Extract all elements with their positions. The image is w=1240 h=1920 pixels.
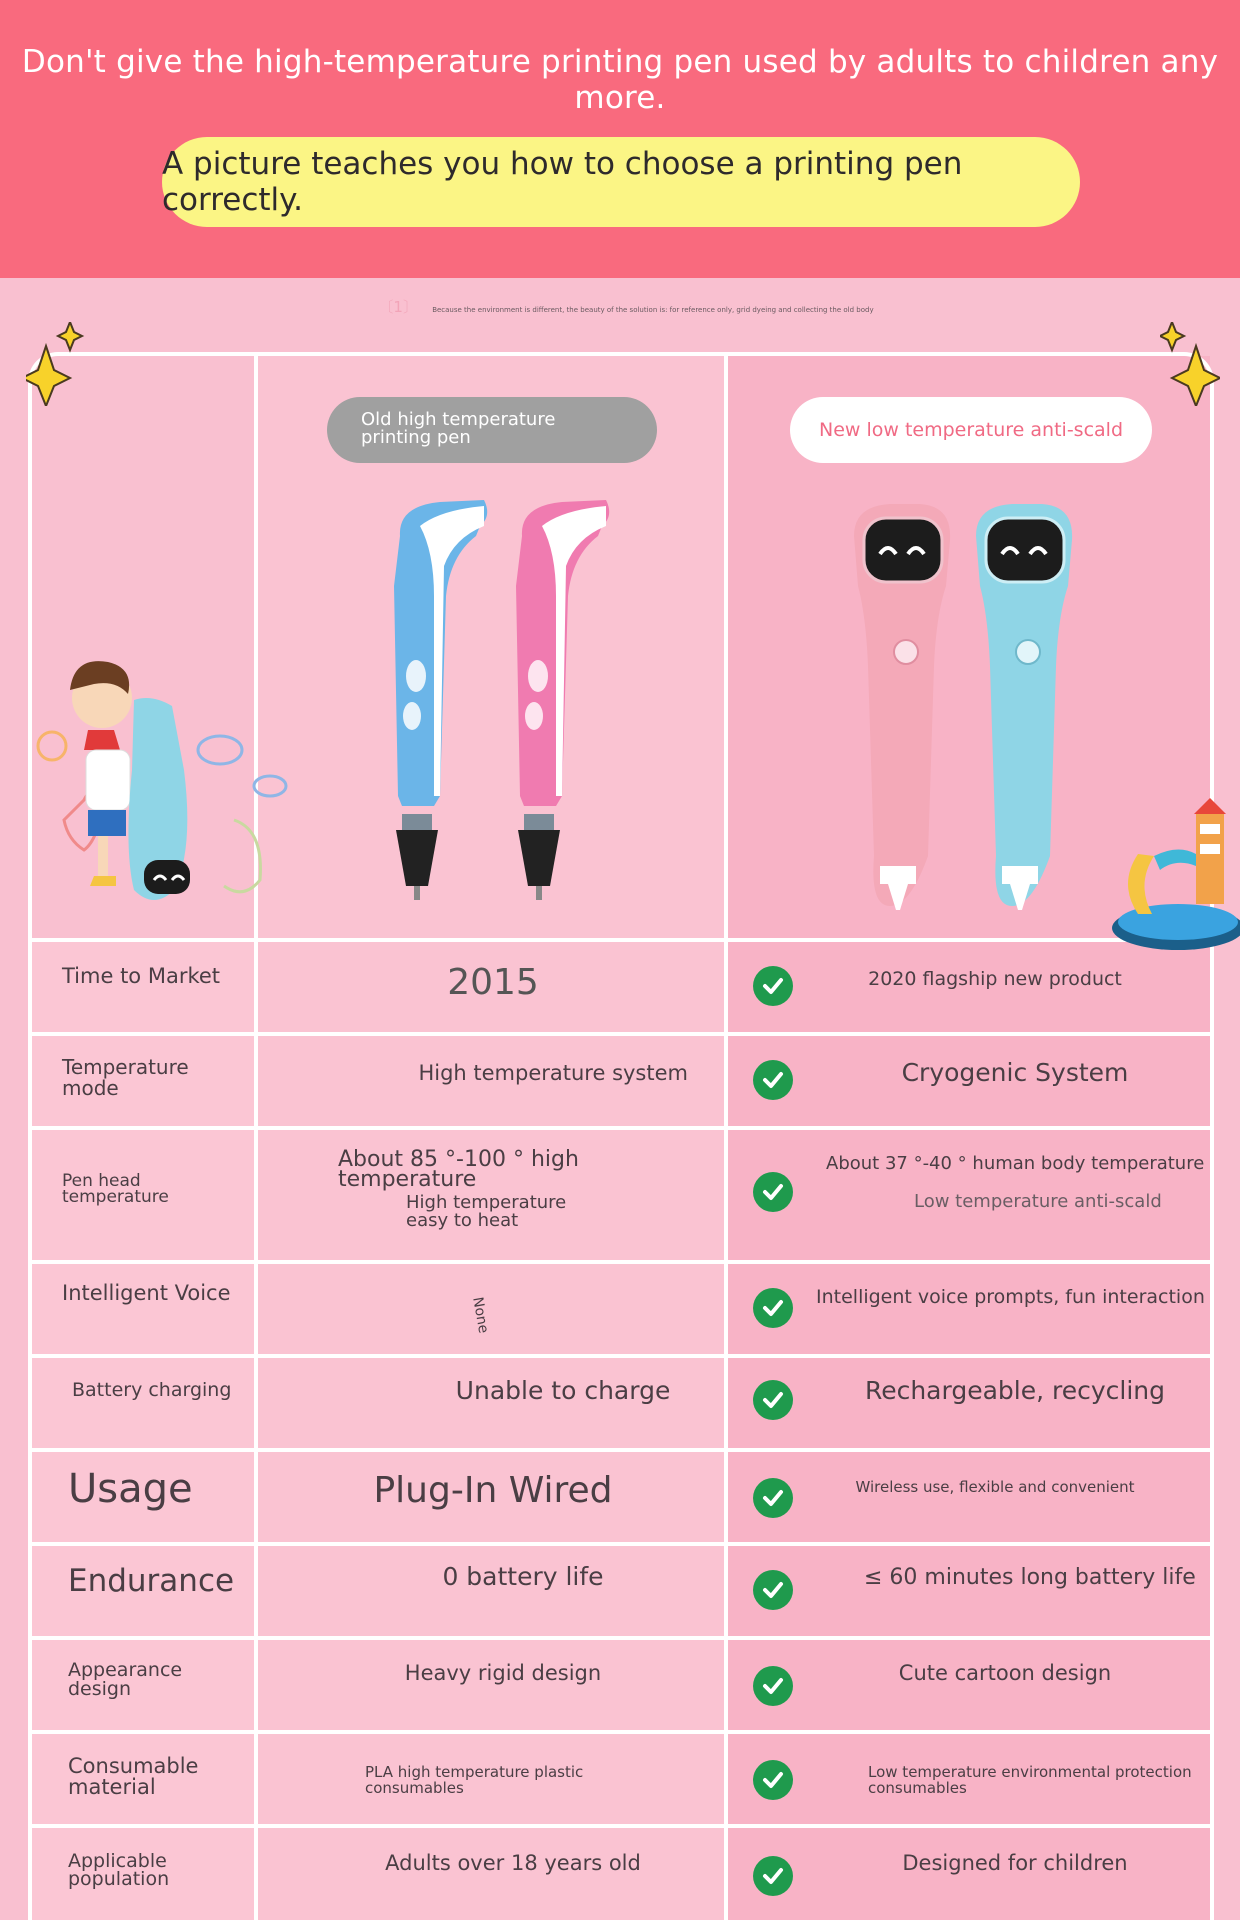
check-icon [753,1380,793,1420]
new-time-to-market: 2020 flagship new product [868,968,1122,990]
playground-illustration [1108,794,1240,954]
old-appearance-design: Heavy rigid design [404,1661,602,1685]
new-pen-head-temperature: About 37 °-40 ° human body temperature [826,1153,1205,1174]
feature-endurance: Endurance [68,1563,235,1599]
feature-usage: Usage [68,1466,193,1512]
new-appearance-design: Cute cartoon design [898,1661,1112,1685]
check-icon [753,1760,793,1800]
check-icon [753,1478,793,1518]
new-endurance: ≤ 60 minutes long battery life [864,1565,1196,1590]
feature-temperature-mode: Temperature mode [62,1055,189,1100]
row-line-8 [28,1730,1214,1734]
old-pen-tag: Old high temperature printing pen [327,397,657,463]
check-icon [753,1060,793,1100]
old-pen-head-temperature-sub: High temperature easy to heat [406,1192,567,1231]
disclaimer-note [240,296,1000,316]
new-pen-tag-text: New low temperature anti-scald [818,419,1124,441]
feature-pen-head-temperature: Pen head temperature [62,1171,169,1207]
feature-intelligent-voice: Intelligent Voice [62,1281,231,1305]
row-line-6 [28,1542,1214,1546]
check-icon [753,1666,793,1706]
old-pen-pink [516,500,609,900]
check-icon [753,1172,793,1212]
row-line-7 [28,1636,1214,1640]
disclaimer-text: Because the environment is different, the beauty of the solution is: for reference only, grid dyeing and collecting the old body [432,306,874,314]
old-pens-illustration [380,496,620,912]
check-icon [753,966,793,1006]
sparkle-icon [26,322,86,406]
old-usage: Plug-In Wired [373,1470,613,1511]
feature-battery-charging: Battery charging [72,1379,232,1401]
old-battery-charging: Unable to charge [455,1376,671,1405]
faint-mark-left: 〔1〕 [378,298,418,316]
new-consumable-material: Low temperature environmental protection consumables [868,1763,1192,1797]
row-line-4 [28,1354,1214,1358]
old-applicable-population: Adults over 18 years old [385,1851,641,1875]
subhead-pill [162,137,1080,227]
new-applicable-population: Designed for children [902,1851,1128,1875]
old-time-to-market: 2015 [447,962,539,1003]
old-consumable-material: PLA high temperature plastic consumables [365,1763,584,1797]
check-icon [753,1288,793,1328]
new-pens-illustration [850,496,1090,916]
feature-consumable-material: Consumable material [68,1754,199,1799]
robot-pen-blue [976,504,1072,910]
divider-1 [254,352,258,1920]
feature-time-to-market: Time to Market [62,964,221,988]
row-line-3 [28,1260,1214,1264]
old-temperature-mode: High temperature system [418,1061,688,1085]
old-pen-blue [394,500,487,900]
old-intelligent-voice: None [469,1295,492,1335]
check-icon [753,1856,793,1896]
robot-pen-pink [854,504,950,910]
feature-appearance-design: Appearance design [68,1659,183,1700]
new-pen-tag [790,397,1152,463]
new-usage: Wireless use, flexible and convenient [855,1478,1135,1496]
new-battery-charging: Rechargeable, recycling [864,1376,1166,1405]
headline: Don't give the high-temperature printing pen used by adults to children any more. [21,44,1219,116]
new-temperature-mode: Cryogenic System [901,1058,1129,1087]
old-pen-head-temperature: About 85 °-100 ° high temperature [338,1147,579,1192]
row-line-9 [28,1824,1214,1828]
row-line-2 [28,1126,1214,1130]
feature-applicable-population: Applicable population [68,1850,170,1890]
row-line-1 [28,1032,1214,1036]
old-endurance: 0 battery life [442,1562,604,1591]
new-intelligent-voice: Intelligent voice prompts, fun interaction [816,1286,1205,1308]
row-line-5 [28,1448,1214,1452]
sparkle-icon [1160,322,1220,406]
subhead-text: A picture teaches you how to choose a printing pen correctly. [162,146,963,218]
child-illustration [24,650,294,940]
check-icon [753,1570,793,1610]
new-pen-head-temperature-sub: Low temperature anti-scald [914,1191,1162,1212]
divider-2 [724,352,728,1920]
